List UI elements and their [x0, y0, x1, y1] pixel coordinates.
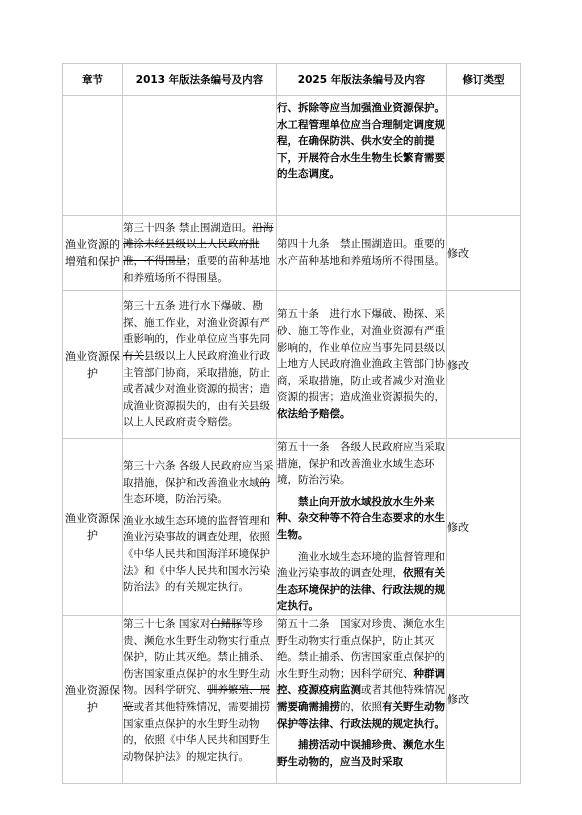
old-text-cell: [123, 96, 277, 216]
revision-type-cell: [447, 96, 521, 216]
text-run: ；重要的苗种基地和养殖场所不得围垦。: [123, 255, 270, 284]
chapter-cell: 渔业资源的增殖和保护: [63, 216, 123, 291]
header-old-text: 2013 年版法条编号及内容: [123, 64, 277, 96]
old-text-cell: [123, 216, 277, 291]
new-text-cell: [277, 439, 447, 616]
table-row: [63, 216, 521, 291]
paragraph: [277, 494, 446, 544]
struck-text: 有关: [123, 349, 144, 362]
text-run: 县级以上人民政府渔业行政主管部门协商，采取措施，防止或者减少对渔业资源的损害；造成渔业资源损失的，由有关县级以上人民政府责令赔偿。: [123, 349, 270, 429]
bold-text: 依照有关生态环境保护的法律、行政法规的规定执行。: [277, 567, 445, 613]
table-header-row: [63, 64, 521, 96]
chapter-cell: 渔业资源保护: [63, 439, 123, 616]
chapter-cell: 渔业资源保护: [63, 615, 123, 783]
paragraph: [277, 306, 446, 422]
bold-text: 依法给予赔偿。: [277, 407, 351, 420]
header-revision-type: 修订类型: [447, 64, 521, 96]
table-row: [63, 291, 521, 439]
old-text-cell: [123, 615, 277, 783]
text-run: 第五十条 进行水下爆破、勘探、采砂、施工等作业，对渔业资源有严重影响的，作业单位应当事先同县级以上地方人民政府渔业渔政主管部门协商，采取措施，防止或者减少对渔业资源的损害；造成渔业资源损失的，: [277, 308, 445, 404]
paragraph: [277, 439, 446, 489]
text-run: 等珍贵、濒危水生野生动物实行重点保护，防止其灭绝。禁止捕杀、伤害国家重点保护的水生野生动物。因科学研究、: [123, 617, 270, 697]
text-run: 第三十七条 国家对: [123, 617, 211, 630]
paragraph: [123, 513, 276, 596]
old-text-cell: [123, 291, 277, 439]
text-run: 第五十二条 国家对珍贵、濒危水生野生动物实行重点保护，防止其灭绝。禁止捕杀、伤害国家重点保护的水生野生动物；因科学研究、: [277, 617, 445, 680]
header-chapter: 章节: [63, 64, 123, 96]
struck-text: 沿海滩涂未经县级以上人民政府批准，不得围垦: [123, 221, 274, 267]
new-text-cell: [277, 615, 447, 783]
paragraph: [123, 220, 276, 286]
bold-text: 行、拆除等应当加强渔业资源保护。水工程管理单位应当合理制定调度规程，在确保防洪、供水安全的前提下，开展符合水生生物生长繁育需要的生态调度。: [277, 102, 445, 181]
chapter-cell: [63, 96, 123, 216]
bold-text: 禁止向开放水域投放水生外来种、杂交种等不符合生态要求的水生生物。: [277, 495, 445, 541]
struck-text: 的: [259, 476, 270, 489]
text-run: 渔业水域生态环境的监督管理和渔业污染事故的调查处理，: [277, 550, 445, 580]
new-text-cell: [277, 291, 447, 439]
text-run: 的，依照: [340, 700, 382, 713]
paragraph: [123, 458, 276, 508]
text-run: 第四十九条 禁止围湖造田。重要的水产苗种基地和养殖场所不得围垦。: [277, 238, 445, 267]
paragraph: [277, 100, 446, 183]
bold-text: 需要确需捕捞: [277, 700, 340, 713]
paragraph: [277, 236, 446, 269]
text-run: 第三十六条 各级人民政府应当采取措施，保护和改善渔业水域: [123, 460, 274, 489]
text-run: 第三十五条 进行水下爆破、勘探、施工作业，对渔业资源有严重影响的，作业单位应当事先同: [123, 300, 270, 346]
new-text-cell: [277, 216, 447, 291]
paragraph: [277, 549, 446, 615]
new-text-cell: [277, 96, 447, 216]
text-run: 渔业水域生态环境的监督管理和渔业污染事故的调查处理，依照《中华人民共和国海洋环境保护法》和《中华人民共和国水污染防治法》的有关规定执行。: [123, 514, 270, 594]
revision-type-cell: 修改: [447, 216, 521, 291]
revision-type-cell: 修改: [447, 615, 521, 783]
text-run: 生态环境，防治污染。: [123, 493, 228, 506]
text-run: 第三十四条 禁止围湖造田。: [123, 221, 253, 234]
bold-text: 有关野生动物保护等法律、行政法规的规定执行。: [277, 700, 445, 730]
text-run: 或者其他特殊情况: [361, 684, 445, 697]
paragraph: [277, 616, 446, 732]
bold-text: 种群调控、疫源疫病监测: [277, 667, 445, 697]
old-text-cell: [123, 439, 277, 616]
table-row: [63, 615, 521, 783]
revision-type-cell: 修改: [447, 439, 521, 616]
comparison-table: [62, 63, 521, 784]
text-run: 或者其他特殊情况，需要捕捞国家重点保护的水生野生动物的，依照《中华人民共和国野生动物保护法》的规定执行。: [123, 700, 270, 763]
paragraph: [277, 737, 446, 770]
text-run: 第五十一条 各级人民政府应当采取措施，保护和改善渔业水域生态环境，防治污染。: [277, 441, 445, 487]
revision-type-cell: 修改: [447, 291, 521, 439]
struck-text: 白鳍豚: [210, 617, 242, 630]
chapter-cell: 渔业资源保护: [63, 291, 123, 439]
struck-text: 驯养繁殖、展览: [123, 684, 270, 713]
table-row: [63, 439, 521, 616]
table-row: [63, 96, 521, 216]
bold-text: 捕捞活动中误捕珍贵、濒危水生野生动物的，应当及时采取: [277, 739, 445, 768]
header-new-text: 2025 年版法条编号及内容: [277, 64, 447, 96]
paragraph: [123, 298, 276, 431]
paragraph: [123, 616, 276, 765]
